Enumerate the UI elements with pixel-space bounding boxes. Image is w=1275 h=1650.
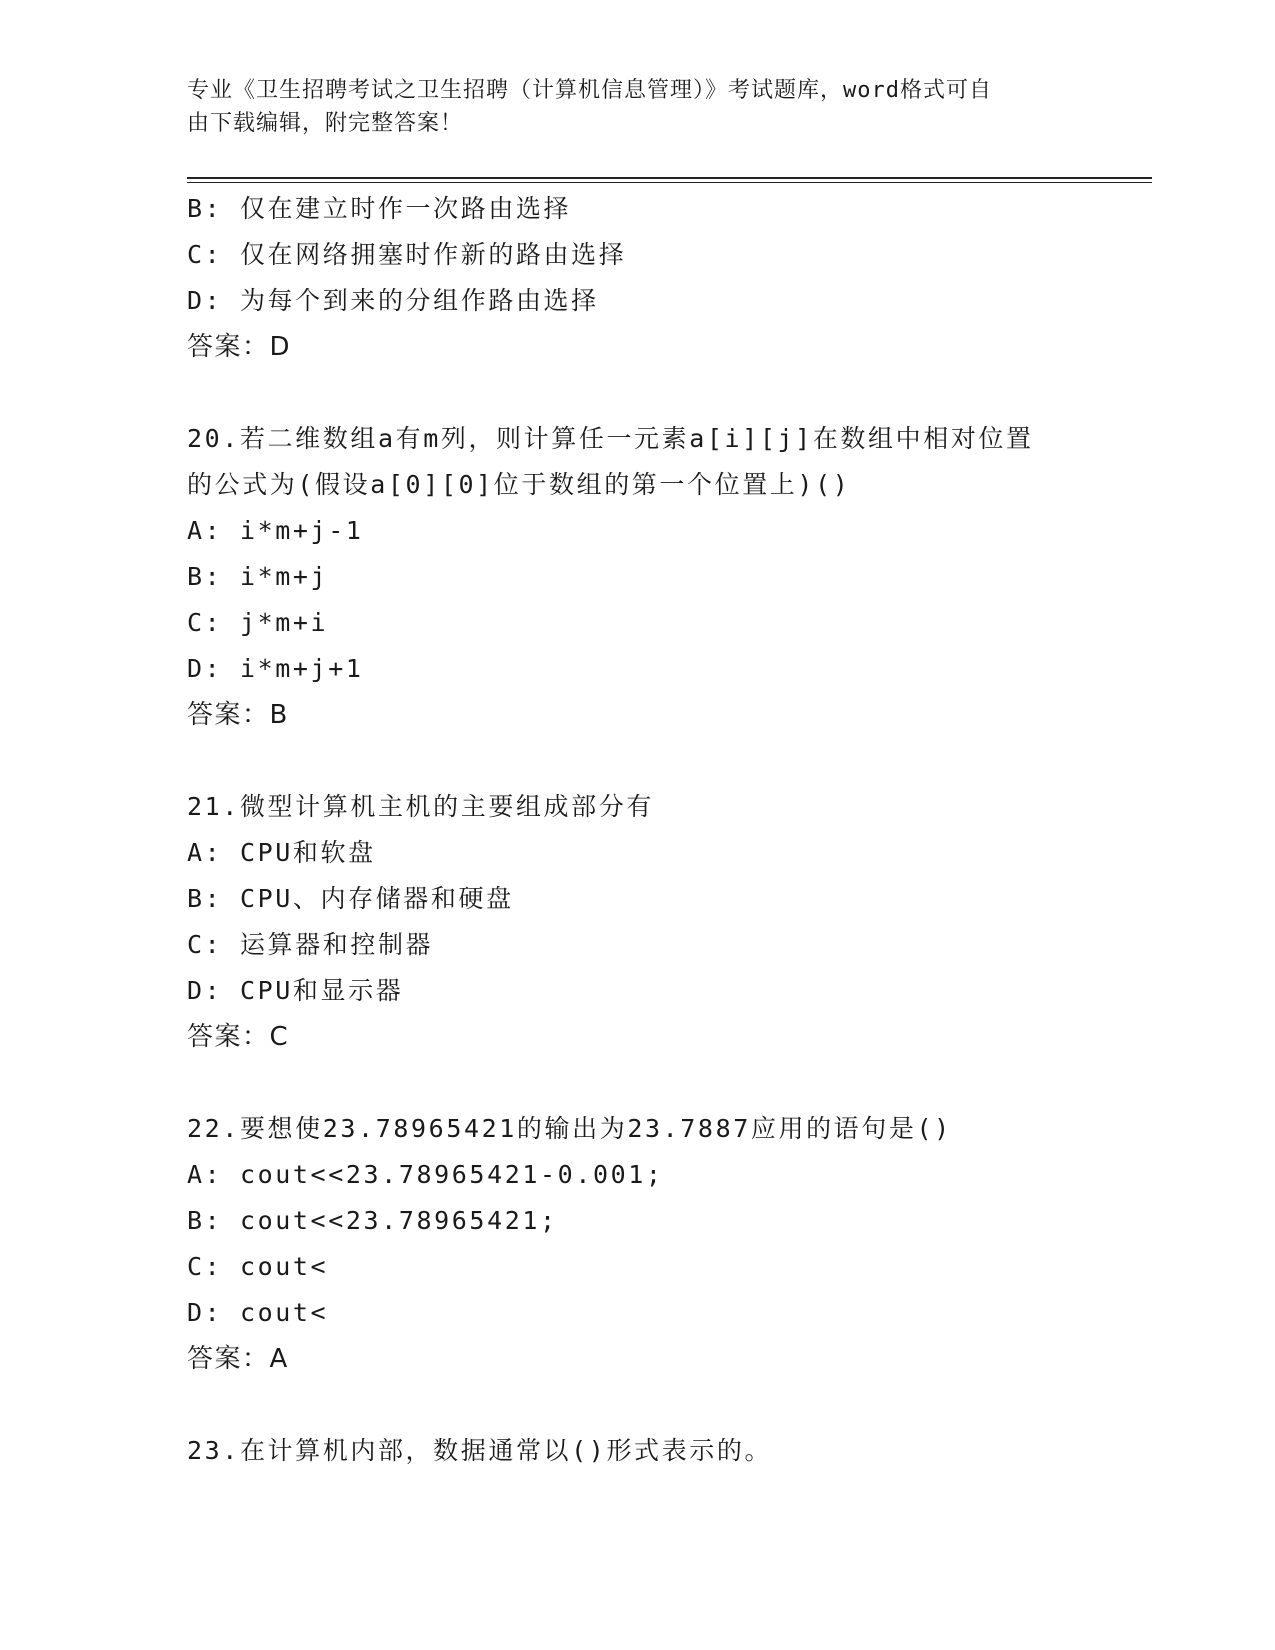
option-b: B: CPU、内存储器和硬盘 bbox=[187, 884, 514, 913]
option-c: C: 运算器和控制器 bbox=[187, 930, 434, 959]
option-a: A: cout<<23.78965421-0.001; bbox=[187, 1160, 664, 1189]
option-b: B: cout<<23.78965421; bbox=[187, 1206, 558, 1235]
option-a: A: CPU和软盘 bbox=[187, 838, 376, 867]
answer-text: 答案：D bbox=[187, 332, 292, 362]
spacer bbox=[187, 1382, 1077, 1428]
question-19 bbox=[187, 186, 1077, 370]
header-rule-thin bbox=[187, 182, 1152, 183]
option-d: D: i*m+j+1 bbox=[187, 654, 364, 683]
question-stem-continued: 的公式为(假设a[0][0]位于数组的第一个位置上)() bbox=[187, 470, 851, 499]
option-a: A: i*m+j-1 bbox=[187, 516, 364, 545]
option-c: C: 仅在网络拥塞时作新的路由选择 bbox=[187, 240, 627, 269]
answer-text: 答案：B bbox=[187, 700, 289, 730]
option-b: B: i*m+j bbox=[187, 562, 329, 591]
question-23 bbox=[187, 1428, 1077, 1474]
header-line-2: 由下载编辑，附完整答案！ bbox=[187, 111, 464, 136]
spacer bbox=[187, 370, 1077, 416]
option-d: D: CPU和显示器 bbox=[187, 976, 404, 1005]
option-b: B: 仅在建立时作一次路由选择 bbox=[187, 194, 572, 223]
answer-text: 答案：C bbox=[187, 1022, 290, 1052]
header-line-1: 专业《卫生招聘考试之卫生招聘（计算机信息管理）》考试题库，word格式可自 bbox=[187, 78, 992, 103]
answer-text: 答案：A bbox=[187, 1344, 289, 1374]
question-20 bbox=[187, 416, 1077, 738]
question-stem: 21.微型计算机主机的主要组成部分有 bbox=[187, 792, 654, 821]
question-stem: 20.若二维数组a有m列，则计算任一元素a[i][j]在数组中相对位置 bbox=[187, 424, 1034, 453]
question-stem: 23.在计算机内部，数据通常以()形式表示的。 bbox=[187, 1436, 773, 1465]
option-c: C: cout< bbox=[187, 1252, 329, 1281]
question-22 bbox=[187, 1106, 1077, 1382]
spacer bbox=[187, 738, 1077, 784]
document-header bbox=[187, 74, 1067, 140]
header-rule-thick bbox=[187, 177, 1152, 179]
question-21 bbox=[187, 784, 1077, 1060]
option-d: D: 为每个到来的分组作路由选择 bbox=[187, 286, 599, 315]
question-stem: 22.要想使23.78965421的输出为23.7887应用的语句是() bbox=[187, 1114, 952, 1143]
option-c: C: j*m+i bbox=[187, 608, 329, 637]
option-d: D: cout< bbox=[187, 1298, 329, 1327]
question-list bbox=[187, 186, 1077, 1474]
spacer bbox=[187, 1060, 1077, 1106]
